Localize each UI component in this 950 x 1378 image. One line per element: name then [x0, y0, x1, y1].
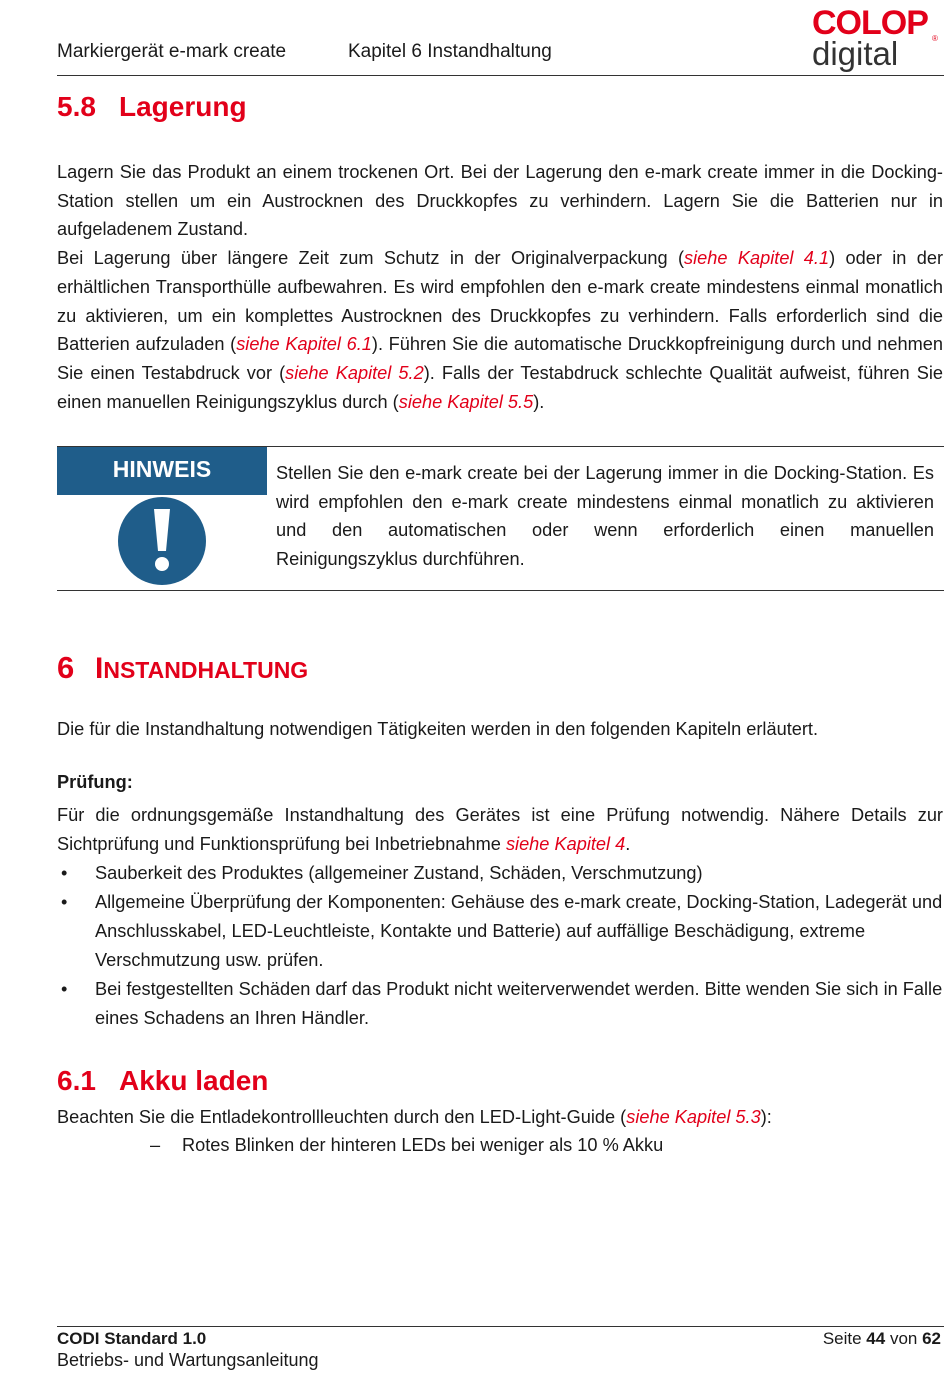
pruefung-heading: Prüfung: — [57, 772, 133, 792]
para2-text-c: ). Führen Sie die automatische Druckkopfreinigung durch und nehmen Sie einen Testabdruck vor ( — [57, 334, 943, 383]
chapter-6-intro: Die für die Instandhaltung notwendigen Tätigkeiten werden in den folgenden Kapiteln erläutert. — [57, 719, 819, 739]
header-product: Markiergerät e-mark create — [57, 41, 287, 62]
bullet-dot: • — [61, 892, 68, 912]
list-item-text: Bei festgestellten Schäden darf das Produkt nicht weiterverwendet werden. Bitte wenden Sie sich in Falle eines Schadens an Ihren Händler. — [95, 979, 943, 1028]
page-current: 44 — [866, 1329, 886, 1348]
footer-doc: CODI Standard 1.0 — [57, 1329, 207, 1348]
footer-subtitle: Betriebs- und Wartungsanleitung — [57, 1350, 319, 1370]
section-61-text-a: Beachten Sie die Entladekontrollleuchten durch den LED-Light-Guide ( — [57, 1107, 627, 1127]
bullet-dot: • — [61, 863, 68, 883]
para2-text-e: ). — [533, 391, 545, 412]
exclamation-circle-icon — [117, 496, 207, 586]
footer-rule — [57, 1326, 944, 1327]
pruefung-text — [57, 801, 943, 858]
list-item-text: Sauberkeit des Produktes (allgemeiner Zustand, Schäden, Verschmutzung) — [95, 863, 703, 883]
pruefung-text-b: . — [625, 833, 631, 854]
notice-label: HINWEIS — [57, 447, 267, 495]
logo-colop-text: COLOP — [812, 4, 928, 42]
pruefung-list — [57, 859, 943, 1033]
list-item-text: Allgemeine Überprüfung der Komponenten: Gehäuse des e-mark create, Docking-Station, Ladegerät und Anschlusskabel, LED-Leuchtleiste, Kontakte und Batterie) auf auffällige Beschädigung, extreme Verschmutzung usw. prüfen. — [95, 892, 943, 970]
section-61-line — [57, 1103, 943, 1132]
bullet-dot: • — [61, 979, 68, 999]
link-kapitel-5-2[interactable]: siehe Kapitel 5.2 — [285, 362, 424, 383]
section-58-para2 — [57, 244, 943, 416]
link-kapitel-4[interactable]: siehe Kapitel 4 — [505, 833, 626, 854]
dash-bullet: – — [150, 1135, 161, 1155]
section-58-para1: Lagern Sie das Produkt an einem trockenen Ort. Bei der Lagerung den e-mark create immer in die Docking-Station stellen um ein Austrocknen des Druckkopfes zu verhindern. Lagern Sie die Batterien nur in aufgeladenem Zustand. — [57, 162, 943, 240]
notice-text: Stellen Sie den e-mark create bei der Lagerung immer in die Docking-Station. Es wird empfohlen den e-mark create mindestens einmal monatlich zu aktivieren und den automatischen oder wenn erforderlich einen manuellen Reinigungszyklus durchführen. — [276, 463, 934, 570]
colop-digital-logo — [808, 4, 943, 74]
list-item — [57, 975, 943, 1033]
section-58-number: 5.8 — [57, 91, 96, 122]
dash-item-text: Rotes Blinken der hinteren LEDs bei weniger als 10 % Akku — [182, 1135, 664, 1155]
chapter-6-title — [95, 652, 308, 686]
chapter-6-title-initial: I — [95, 652, 104, 685]
notice-bottom-rule — [57, 590, 944, 591]
para2-text-b: ) oder in der erhältlichen Transporthülle aufbewahren. Es wird empfohlen den e-mark create mindestens einmal monatlich zu aktivieren, um ein komplettes Austrocknen des Druckkopfes zu verhindern. Falls erforderlich sind die Batterien aufzuladen ( — [57, 248, 943, 355]
list-item — [57, 859, 943, 888]
footer-page-number — [823, 1329, 941, 1349]
page-total: 62 — [922, 1329, 941, 1348]
header-rule — [57, 75, 944, 76]
logo-digital-text: digital — [812, 35, 899, 72]
section-58-body — [57, 158, 943, 416]
list-item — [57, 888, 943, 975]
header-chapter: Kapitel 6 Instandhaltung — [348, 41, 552, 62]
chapter-6-title-rest: NSTANDHALTUNG — [103, 657, 309, 683]
link-kapitel-6-1[interactable]: siehe Kapitel 6.1 — [236, 334, 372, 355]
chapter-6-number: 6 — [57, 650, 75, 685]
para2-text-d: ). Falls der Testabdruck schlechte Qualität aufweist, führen Sie einen manuellen Reinigungszyklus durch ( — [57, 362, 943, 412]
section-58-title: Lagerung — [119, 91, 247, 122]
logo-registered-mark: ® — [932, 34, 938, 43]
para2-text-a: Bei Lagerung über längere Zeit zum Schutz in der Originalverpackung ( — [57, 248, 685, 269]
pruefung-text-a: Für die ordnungsgemäße Instandhaltung des Gerätes ist eine Prüfung notwendig. Nähere Details zur Sichtprüfung und Funktionsprüfung bei Inbetriebnahme — [57, 805, 943, 854]
link-kapitel-5-5[interactable]: siehe Kapitel 5.5 — [398, 391, 534, 412]
page-prefix: Seite — [822, 1329, 867, 1348]
section-61-text-b: ): — [760, 1107, 772, 1127]
section-61-number: 6.1 — [57, 1065, 96, 1096]
page-mid: von — [885, 1329, 923, 1348]
link-kapitel-5-3[interactable]: siehe Kapitel 5.3 — [626, 1107, 761, 1127]
link-kapitel-4-1[interactable]: siehe Kapitel 4.1 — [684, 248, 830, 269]
section-61-title: Akku laden — [119, 1065, 269, 1096]
